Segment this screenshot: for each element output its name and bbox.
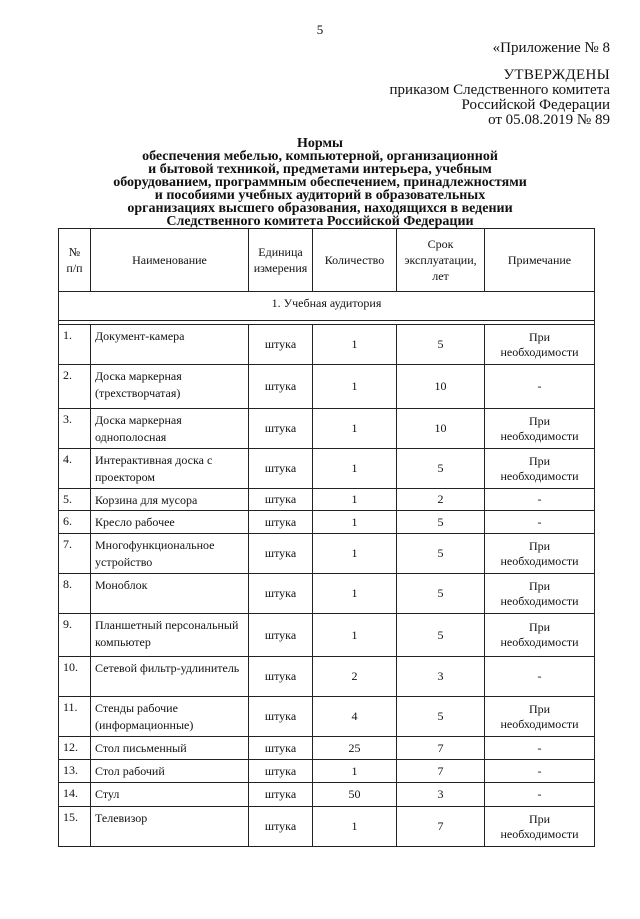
table-row [59,325,595,365]
row-unit: штука [249,760,313,783]
row-unit: штука [249,697,313,737]
row-quantity: 1 [313,325,397,365]
header-term-line: эксплуатации, [404,253,477,267]
row-quantity: 1 [313,489,397,511]
table-row [59,737,595,760]
row-unit: штука [249,325,313,365]
table-row [59,783,595,807]
row-term: 7 [397,737,485,760]
row-note-line: необходимости [500,635,579,649]
row-quantity: 25 [313,737,397,760]
row-number: 4. [59,449,91,489]
row-note-line: При [528,453,551,468]
row-name: Доска маркерная (трехстворчатая) [91,365,249,409]
row-number: 6. [59,511,91,534]
row-note-line: необходимости [500,468,579,483]
row-unit: штука [249,737,313,760]
row-number: 12. [59,737,91,760]
row-unit: штука [249,511,313,534]
header-unit-line: Единица [258,245,303,259]
row-name: Моноблок [91,574,249,614]
row-name: Планшетный персональный компьютер [91,614,249,657]
table-row [59,449,595,489]
row-number: 8. [59,574,91,614]
row-number: 2. [59,365,91,409]
row-number: 10. [59,657,91,697]
row-note-line: - [537,379,542,393]
row-name: Телевизор [91,807,249,847]
row-quantity: 1 [313,574,397,614]
row-quantity: 1 [313,807,397,847]
row-term: 5 [397,614,485,657]
row-name: Документ-камера [91,325,249,365]
row-quantity: 1 [313,534,397,574]
row-quantity: 1 [313,365,397,409]
row-unit: штука [249,534,313,574]
row-quantity: 50 [313,783,397,807]
row-note [485,657,595,697]
row-note [485,511,595,534]
table-row [59,760,595,783]
row-note-line: При [528,578,551,593]
title-line: Нормы [297,136,343,151]
row-note [485,737,595,760]
header-num-line: п/п [66,261,83,275]
row-note-line: - [537,763,542,778]
row-number: 5. [59,489,91,511]
table-row [59,807,595,847]
row-name: Многофункциональное устройство [91,534,249,574]
row-term: 5 [397,325,485,365]
header-qty: Количество [313,229,397,292]
row-note [485,807,595,847]
appendix-label: «Приложение № 8 [492,40,610,56]
row-name: Корзина для мусора [91,489,249,511]
row-number: 13. [59,760,91,783]
norms-table [58,228,595,847]
header-num-line: № [68,245,81,259]
row-term: 5 [397,574,485,614]
row-note [485,489,595,511]
row-note-line: - [537,514,542,529]
row-number: 7. [59,534,91,574]
row-note [485,409,595,449]
row-unit: штука [249,783,313,807]
row-term: 7 [397,760,485,783]
row-unit: штука [249,614,313,657]
title-line: и пособиями учебных аудиторий в образовательных [154,188,486,203]
approval-block [390,68,610,128]
row-term: 10 [397,409,485,449]
row-term: 2 [397,489,485,511]
approval-line: приказом Следственного комитета [389,82,610,98]
table-row [59,365,595,409]
title-line: обеспечения мебелью, компьютерной, организационной [142,149,498,164]
row-unit: штука [249,365,313,409]
row-term: 5 [397,534,485,574]
page-number: 5 [316,22,324,37]
row-note-line: необходимости [500,428,579,443]
title-line: организациях высшего образования, находящихся в ведении [127,201,513,216]
title-line: и бытовой техникой, предметами интерьера, учебным [148,162,492,177]
row-number: 11. [59,697,91,737]
row-term: 10 [397,365,485,409]
header-name: Наименование [91,229,249,292]
row-term: 5 [397,697,485,737]
row-note-line: - [537,492,542,506]
approval-line: Российской Федерации [461,97,610,113]
header-note: Примечание [485,229,595,292]
row-number: 3. [59,409,91,449]
table-row [59,657,595,697]
row-quantity: 1 [313,511,397,534]
row-term: 3 [397,783,485,807]
row-note [485,697,595,737]
title-line: Следственного комитета Российской Федерации [166,214,474,229]
row-note-line: - [537,787,542,801]
row-note-line: необходимости [500,553,579,568]
row-quantity: 1 [313,614,397,657]
row-note [485,574,595,614]
row-note [485,614,595,657]
table-row [59,574,595,614]
row-note-line: необходимости [500,716,579,731]
document-title [60,137,580,228]
table-row [59,697,595,737]
row-unit: штука [249,409,313,449]
row-note-line: необходимости [500,826,579,841]
row-name: Стол рабочий [91,760,249,783]
row-term: 5 [397,449,485,489]
row-quantity: 1 [313,449,397,489]
row-note-line: необходимости [500,344,579,359]
row-number: 15. [59,807,91,847]
row-quantity: 2 [313,657,397,697]
row-quantity: 1 [313,760,397,783]
row-name: Кресло рабочее [91,511,249,534]
row-term: 7 [397,807,485,847]
row-name: Доска маркерная однополосная [91,409,249,449]
row-unit: штука [249,489,313,511]
row-note [485,325,595,365]
row-note-line: При [528,701,551,716]
row-unit: штука [249,574,313,614]
row-note-line: - [537,669,542,683]
row-name: Стол письменный [91,737,249,760]
header-unit-line: измерения [253,261,308,275]
row-unit: штука [249,449,313,489]
table-row [59,409,595,449]
approval-heading: УТВЕРЖДЕНЫ [503,67,610,83]
row-note [485,534,595,574]
row-note [485,365,595,409]
row-note-line: - [537,740,542,755]
row-name: Стул [91,783,249,807]
header-term-line: Срок [427,237,454,251]
header-num [59,229,91,292]
row-note [485,449,595,489]
table-row [59,511,595,534]
header-term-line: лет [432,269,449,283]
header-term [397,229,485,292]
row-term: 5 [397,511,485,534]
table-row [59,614,595,657]
row-name: Сетевой фильтр-удлинитель [91,657,249,697]
row-note-line: При [528,620,551,634]
section-title: 1. Учебная аудитория [59,292,595,321]
row-number: 9. [59,614,91,657]
row-note-line: необходимости [500,593,579,608]
row-unit: штука [249,807,313,847]
row-note-line: При [528,329,551,344]
title-line: оборудованием, программным обеспечением, принадлежностями [113,175,527,190]
row-quantity: 4 [313,697,397,737]
section-row [59,292,595,321]
row-number: 14. [59,783,91,807]
approval-line: от 05.08.2019 № 89 [488,112,610,128]
table-row [59,489,595,511]
row-note-line: При [528,538,551,553]
header-unit [249,229,313,292]
row-note [485,783,595,807]
table-header-row [59,229,595,292]
row-note-line: При [528,811,551,826]
row-term: 3 [397,657,485,697]
row-name: Интерактивная доска с проектором [91,449,249,489]
row-note [485,760,595,783]
row-note-line: При [528,413,551,428]
row-name: Стенды рабочие (информационные) [91,697,249,737]
row-quantity: 1 [313,409,397,449]
table-row [59,534,595,574]
row-number: 1. [59,325,91,365]
row-unit: штука [249,657,313,697]
